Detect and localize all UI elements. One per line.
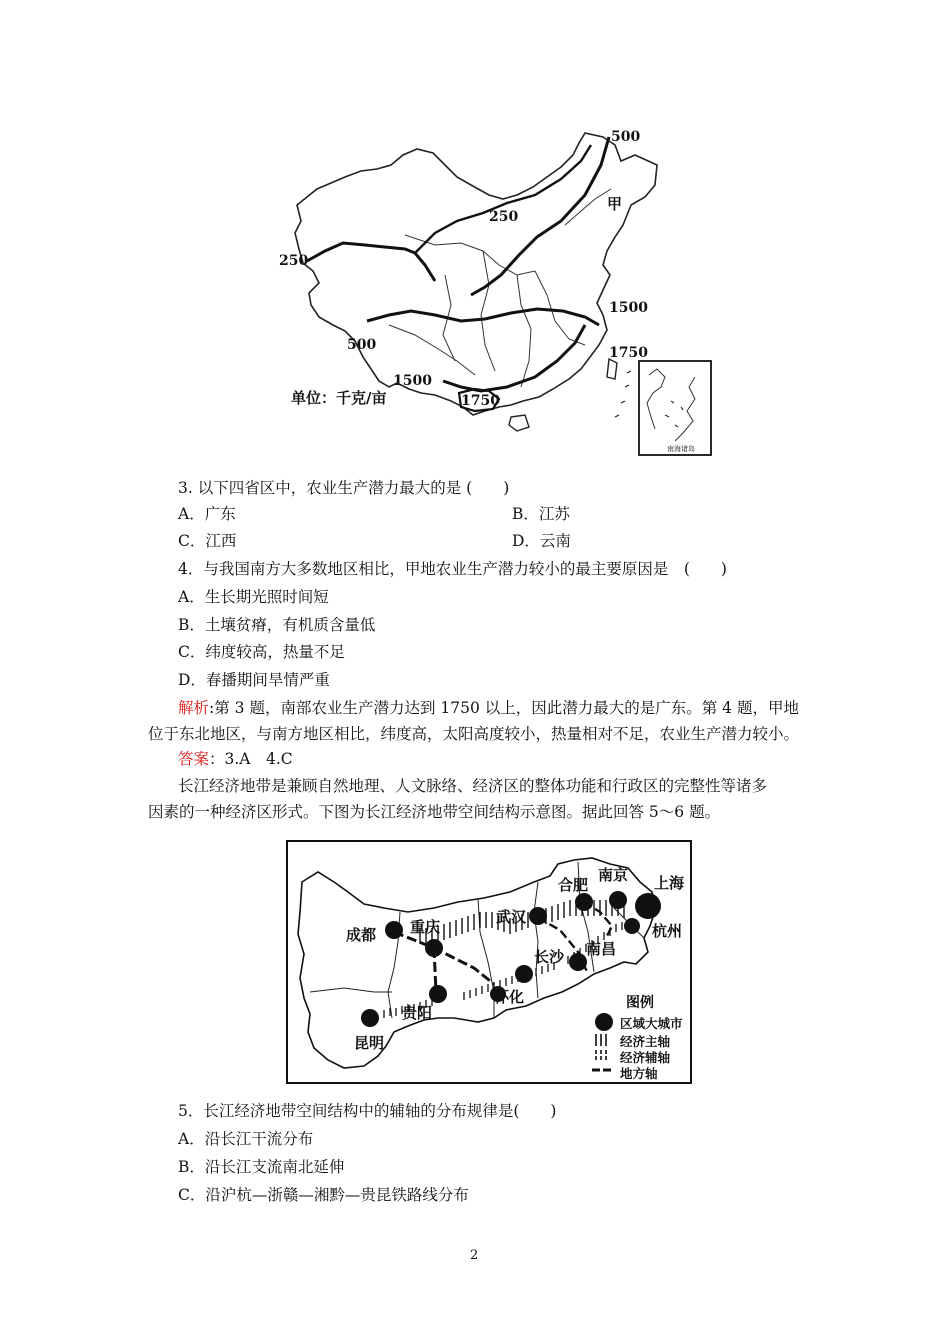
legend-item-big-city: 区域大城市 — [620, 1016, 683, 1031]
q5-option-a: A．沿长江干流分布 — [178, 1130, 314, 1148]
answer-label: 答案 — [178, 750, 210, 768]
city-label-chongqing: 重庆 — [410, 918, 441, 936]
contour-label-1500-east: 1500 — [609, 300, 648, 316]
analysis-line-1 — [178, 698, 799, 718]
intro-line-2: 因素的一种经济区形式。下图为长江经济地带空间结构示意图。据此回答 5～6 题。 — [148, 803, 721, 821]
contour-label-250-west: 250 — [279, 253, 309, 269]
q5-option-b: B．沿长江支流南北延伸 — [178, 1158, 345, 1176]
city-label-huaihua: 怀化 — [494, 988, 525, 1006]
city-label-hefei: 合肥 — [558, 876, 589, 894]
unit-label: 单位：千克/亩 — [291, 389, 387, 407]
answer-line — [178, 749, 293, 769]
legend-item-aux-axis: 经济辅轴 — [620, 1050, 671, 1065]
city-label-nanjing: 南京 — [598, 866, 629, 884]
contour-label-500-top: 500 — [611, 129, 641, 145]
city-label-shanghai: 上海 — [654, 874, 685, 892]
q3-option-b: B．江苏 — [512, 505, 570, 523]
agri-potential-map — [279, 125, 715, 460]
city-label-kunming: 昆明 — [354, 1034, 385, 1052]
yangtze-belt-map — [286, 840, 692, 1084]
q4-option-d: D．春播期间旱情严重 — [178, 671, 330, 689]
contour-label-1500-south: 1500 — [393, 373, 432, 389]
contour-label-500-west: 500 — [347, 337, 377, 353]
page-number: 2 — [470, 1248, 479, 1263]
intro-line-1: 长江经济地带是兼顾自然地理、人文脉络、经济区的整体功能和行政区的完整性等诸多 — [178, 777, 768, 795]
q4-option-b: B．土壤贫瘠，有机质含量低 — [178, 616, 376, 634]
q4-stem: 4．与我国南方大多数地区相比，甲地农业生产潜力较小的最主要原因是 ( ) — [178, 560, 727, 578]
city-label-wuhan: 武汉 — [496, 908, 527, 926]
city-label-hangzhou: 杭州 — [652, 922, 683, 940]
legend-item-main-axis: 经济主轴 — [620, 1034, 671, 1049]
q4-option-c: C．纬度较高，热量不足 — [178, 643, 345, 661]
q3-stem: 3. 以下四省区中，农业生产潜力最大的是 ( ) — [178, 479, 510, 497]
analysis-line-2: 位于东北地区，与南方地区相比，纬度高，太阳高度较小，热量相对不足，农业生产潜力较小。 — [148, 725, 800, 743]
city-label-changsha: 长沙 — [534, 948, 565, 966]
answer-text: ：3.A 4.C — [209, 750, 293, 768]
q4-option-a: A．生长期光照时间短 — [178, 588, 329, 606]
q3-option-a: A．广东 — [178, 505, 236, 523]
contour-label-250-north: 250 — [489, 209, 519, 225]
analysis-text-1: :第 3 题，南部农业生产潜力达到 1750 以上，因此潜力最大的是广东。第 4 题，甲地 — [209, 699, 799, 717]
legend-title: 图例 — [626, 995, 654, 1011]
marker-jia: 甲 — [607, 195, 623, 213]
analysis-label: 解析 — [178, 699, 210, 717]
q5-option-c: C．沿沪杭—浙赣—湘黔—贵昆铁路线分布 — [178, 1186, 469, 1204]
city-label-guiyang: 贵阳 — [402, 1004, 433, 1022]
china-outline-map — [285, 125, 715, 460]
inset-caption: 南海诸岛 — [667, 445, 695, 453]
city-label-nanchang: 南昌 — [586, 940, 617, 958]
contour-label-1750-east: 1750 — [609, 345, 648, 361]
legend-item-local-axis: 地方轴 — [620, 1066, 658, 1081]
q3-option-c: C．江西 — [178, 532, 237, 550]
q5-stem: 5．长江经济地带空间结构中的辅轴的分布规律是( ) — [178, 1102, 557, 1120]
city-label-chengdu: 成都 — [346, 926, 377, 944]
contour-label-1750-south: 1750 — [461, 393, 500, 409]
q3-option-d: D．云南 — [512, 532, 571, 550]
